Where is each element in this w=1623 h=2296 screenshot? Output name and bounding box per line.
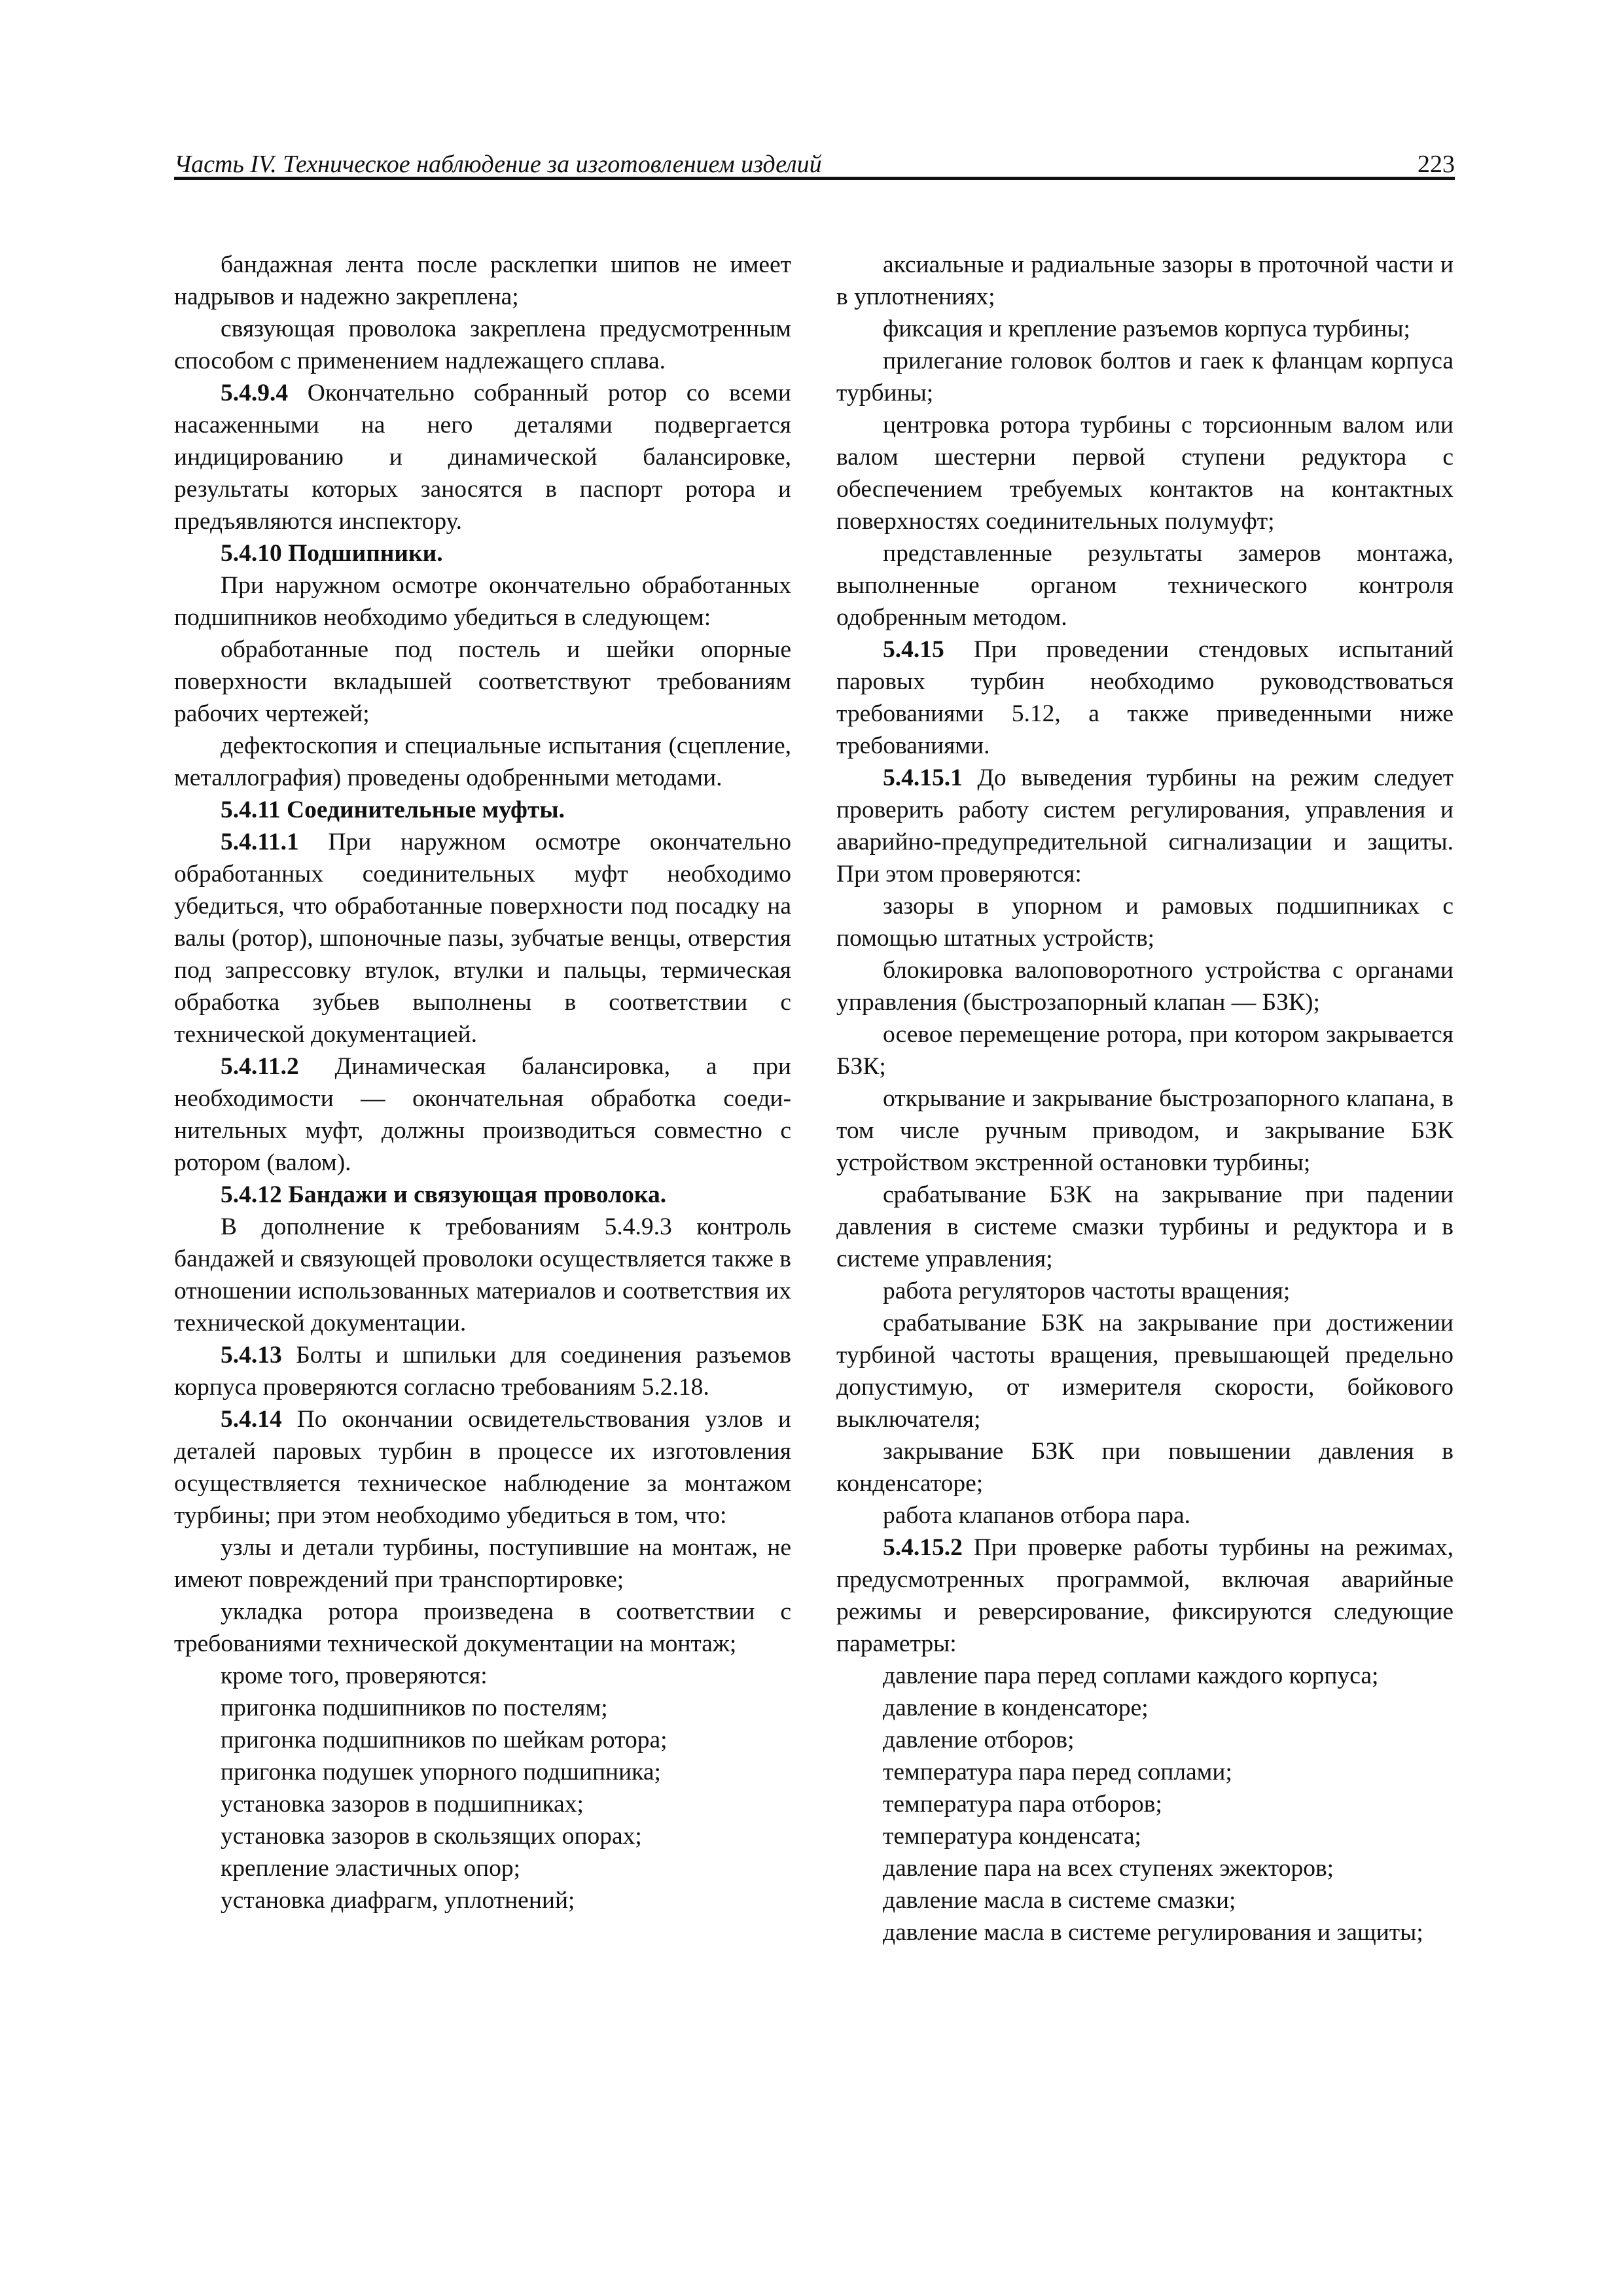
paragraph-text: работа регуляторов частоты вращения; <box>883 1278 1291 1304</box>
paragraph-text: срабатывание БЗК на закрывание при падении давления в системе смазки турбины и редуктора и в системе управления; <box>836 1181 1454 1272</box>
paragraph-text: бандажная лента после расклепки шипов не имеет надрывов и надежно закреплена; <box>174 251 791 310</box>
paragraph <box>174 377 791 537</box>
running-header <box>174 140 1455 179</box>
paragraph-text: блокировка валоповоротного устройства с органами управления (быстрозапорный клапан — БЗК); <box>836 957 1454 1016</box>
paragraph <box>836 762 1454 890</box>
section-number: 5.4.9.4 <box>221 380 289 406</box>
paragraph-text: пригонка подшипников по шейкам ротора; <box>221 1727 668 1753</box>
header-rule <box>174 177 1455 180</box>
right-column <box>836 249 1454 1948</box>
section-number: 5.4.11.1 <box>221 829 299 855</box>
paragraph <box>174 1403 791 1532</box>
paragraph <box>836 1307 1454 1435</box>
paragraph <box>836 954 1454 1018</box>
paragraph <box>174 1660 791 1692</box>
paragraph-text: пригонка подушек упорного подшипника; <box>221 1759 661 1785</box>
paragraph-text: прилегание головок болтов и гаек к фланцам корпуса турбины; <box>836 348 1454 406</box>
paragraph <box>174 1339 791 1403</box>
paragraph <box>174 313 791 377</box>
paragraph-text: открывание и закрывание быстрозапорного клапана, в том числе ручным приводом, и закрывание БЗК устройством экстренной остановки турбины; <box>836 1085 1454 1176</box>
paragraph-text: пригонка подшипников по постелям; <box>221 1695 608 1721</box>
paragraph <box>836 1788 1454 1820</box>
paragraph-text: давление масла в системе регулирования и защиты; <box>883 1919 1423 1946</box>
paragraph <box>174 569 791 634</box>
paragraph <box>836 1179 1454 1275</box>
paragraph <box>174 794 791 826</box>
paragraph-text: давление масла в системе смазки; <box>883 1887 1236 1914</box>
paragraph <box>174 1820 791 1852</box>
paragraph-text: При проверке работы турбины на режимах, предусмотренных программой, включая аварийные режимы и реверсирование, фиксируются следующие параметры: <box>836 1534 1454 1657</box>
paragraph-text: узлы и детали турбины, поступившие на монтаж, не имеют повреждений при транспортировке; <box>174 1534 791 1593</box>
paragraph-text: установка диафрагм, уплотнений; <box>221 1887 575 1914</box>
paragraph <box>836 1660 1454 1692</box>
paragraph <box>836 537 1454 634</box>
paragraph-text: Болты и шпильки для соединения разъемов корпуса проверяются согласно требованиям 5.2.18. <box>174 1342 791 1401</box>
paragraph-text: обработанные под постель и шейки опорные поверхности вкладышей соответствуют требованиям рабочих чертежей; <box>174 636 791 727</box>
section-number: 5.4.11.2 <box>221 1053 299 1080</box>
paragraph <box>836 1852 1454 1884</box>
paragraph-text: Окончательно собранный ротор со всеми насаженными на него деталями подвергается индицированию и динамической балансировке, результаты которых заносятся в паспорт ротора и предъявляются инспектору. <box>174 380 791 535</box>
section-number: 5.4.15.1 <box>883 764 963 791</box>
paragraph <box>174 537 791 569</box>
paragraph-text: При наружном осмотре окончательно обработанных соединительных муфт необходимо убедиться, что обработанные поверхности под посадку на валы (ротор), шпоночные пазы, зубчатые венцы, отверстия под запрессовку втулок, втулки и пальцы, термическая обработка зубьев выполнены в соответствии с технической документацией. <box>174 829 791 1048</box>
paragraph <box>836 409 1454 537</box>
paragraph <box>836 1083 1454 1179</box>
paragraph <box>174 1532 791 1596</box>
paragraph-text: До выведения турбины на режим следует проверить работу систем регулирования, управления и аварийно-предупредительной сигнализации и защиты. При этом проверяются: <box>836 764 1454 888</box>
paragraph <box>174 249 791 313</box>
paragraph <box>836 1532 1454 1660</box>
paragraph <box>836 313 1454 345</box>
paragraph <box>836 1692 1454 1724</box>
paragraph-text: кроме того, проверяются: <box>221 1662 488 1689</box>
paragraph <box>174 1596 791 1660</box>
paragraph-text: закрывание БЗК при повышении давления в конденсаторе; <box>836 1438 1454 1497</box>
section-number: 5.4.10 Подшипники. <box>221 540 443 567</box>
running-header-title: Часть IV. Техническое наблюдение за изготовлением изделий <box>174 151 822 178</box>
paragraph-text: В дополнение к требованиям 5.4.9.3 контроль бандажей и связующей проволоки осуществляется также в отношении использованных материалов и соответствия их технической документации. <box>174 1213 791 1336</box>
paragraph-text: давление в конденсаторе; <box>883 1695 1149 1721</box>
paragraph <box>836 890 1454 954</box>
paragraph <box>174 1756 791 1788</box>
paragraph-text: дефектоскопия и специальные испытания (сцепление, металлография) проведены одобренными методами. <box>174 732 791 791</box>
paragraph-text: укладка ротора произведена в соответствии с требованиями технической документации на монтаж; <box>174 1598 791 1657</box>
paragraph-text: срабатывание БЗК на закрывание при достижении турбиной частоты вращения, превышающей предельно допустимую, от измерителя скорости, бойкового выключателя; <box>836 1310 1454 1433</box>
paragraph <box>836 1756 1454 1788</box>
paragraph <box>836 1435 1454 1499</box>
paragraph <box>836 1018 1454 1083</box>
paragraph-text: работа клапанов отбора пара. <box>883 1502 1191 1529</box>
paragraph-text: аксиальные и радиальные зазоры в проточной части и в уплотнениях; <box>836 251 1454 310</box>
paragraph <box>174 1724 791 1756</box>
paragraph <box>836 1884 1454 1916</box>
paragraph <box>174 1211 791 1339</box>
paragraph <box>174 730 791 794</box>
paragraph-text: Динамическая балансировка, а при необходимости — окончательная обработка соединительных муфт, должны производиться совместно с ротором (валом). <box>174 1053 791 1176</box>
paragraph-text: крепление эластичных опор; <box>221 1855 521 1882</box>
paragraph-text: давление пара перед соплами каждого корпуса; <box>883 1662 1379 1689</box>
paragraph <box>836 1499 1454 1532</box>
left-column <box>174 249 791 1916</box>
paragraph-text: фиксация и крепление разъемов корпуса турбины; <box>883 315 1410 342</box>
paragraph <box>836 1820 1454 1852</box>
paragraph <box>174 1884 791 1916</box>
paragraph <box>174 1179 791 1211</box>
paragraph-text: давление пара на всех ступенях эжекторов; <box>883 1855 1334 1882</box>
paragraph <box>174 826 791 1050</box>
paragraph-text: осевое перемещение ротора, при котором закрывается БЗК; <box>836 1021 1454 1080</box>
paragraph <box>174 1050 791 1179</box>
paragraph-text: зазоры в упорном и рамовых подшипниках с помощью штатных устройств; <box>836 893 1454 952</box>
paragraph-text: температура пара отборов; <box>883 1791 1162 1818</box>
section-number: 5.4.14 <box>221 1406 282 1433</box>
paragraph <box>836 1916 1454 1948</box>
paragraph-text: По окончании освидетельствования узлов и деталей паровых турбин в процессе их изготовления осуществляется техническое наблюдение за монтажом турбины; при этом необходимо убедиться в том, что: <box>174 1406 791 1529</box>
page-number: 223 <box>1418 151 1455 178</box>
paragraph <box>174 1692 791 1724</box>
paragraph <box>174 1788 791 1820</box>
paragraph <box>836 345 1454 409</box>
paragraph-text: При проведении стендовых испытаний паровых турбин необходимо руководствоваться требованиями 5.12, а также приведенными ниже требованиями. <box>836 636 1454 759</box>
section-number: 5.4.13 <box>221 1342 282 1369</box>
paragraph <box>836 249 1454 313</box>
paragraph <box>836 634 1454 762</box>
paragraph-text: температура пара перед соплами; <box>883 1759 1232 1785</box>
paragraph-text: давление отборов; <box>883 1727 1075 1753</box>
paragraph <box>836 1275 1454 1307</box>
paragraph <box>174 1852 791 1884</box>
section-number: 5.4.15 <box>883 636 944 663</box>
paragraph-text: установка зазоров в подшипниках; <box>221 1791 584 1818</box>
paragraph <box>836 1724 1454 1756</box>
paragraph-text: связующая проволока закреплена предусмотренным способом с применением надлежащего сплава. <box>174 315 791 374</box>
paragraph-text: установка зазоров в скользящих опорах; <box>221 1823 642 1850</box>
paragraph-text: При наружном осмотре окончательно обработанных подшипников необходимо убедиться в следующем: <box>174 572 791 631</box>
paragraph-text: центровка ротора турбины с торсионным валом или валом шестерни первой ступени редуктора с обеспечением требуемых контактов на контактных поверхностях соединительных полумуфт; <box>836 412 1454 535</box>
paragraph-text: температура конденсата; <box>883 1823 1141 1850</box>
section-number: 5.4.12 Бандажи и связующая проволока. <box>221 1181 667 1208</box>
section-number: 5.4.11 Соединительные муфты. <box>221 797 565 823</box>
section-number: 5.4.15.2 <box>883 1534 963 1561</box>
paragraph-text: представленные результаты замеров монтажа, выполненные органом технического контроля одобренным методом. <box>836 540 1454 631</box>
paragraph <box>174 634 791 730</box>
